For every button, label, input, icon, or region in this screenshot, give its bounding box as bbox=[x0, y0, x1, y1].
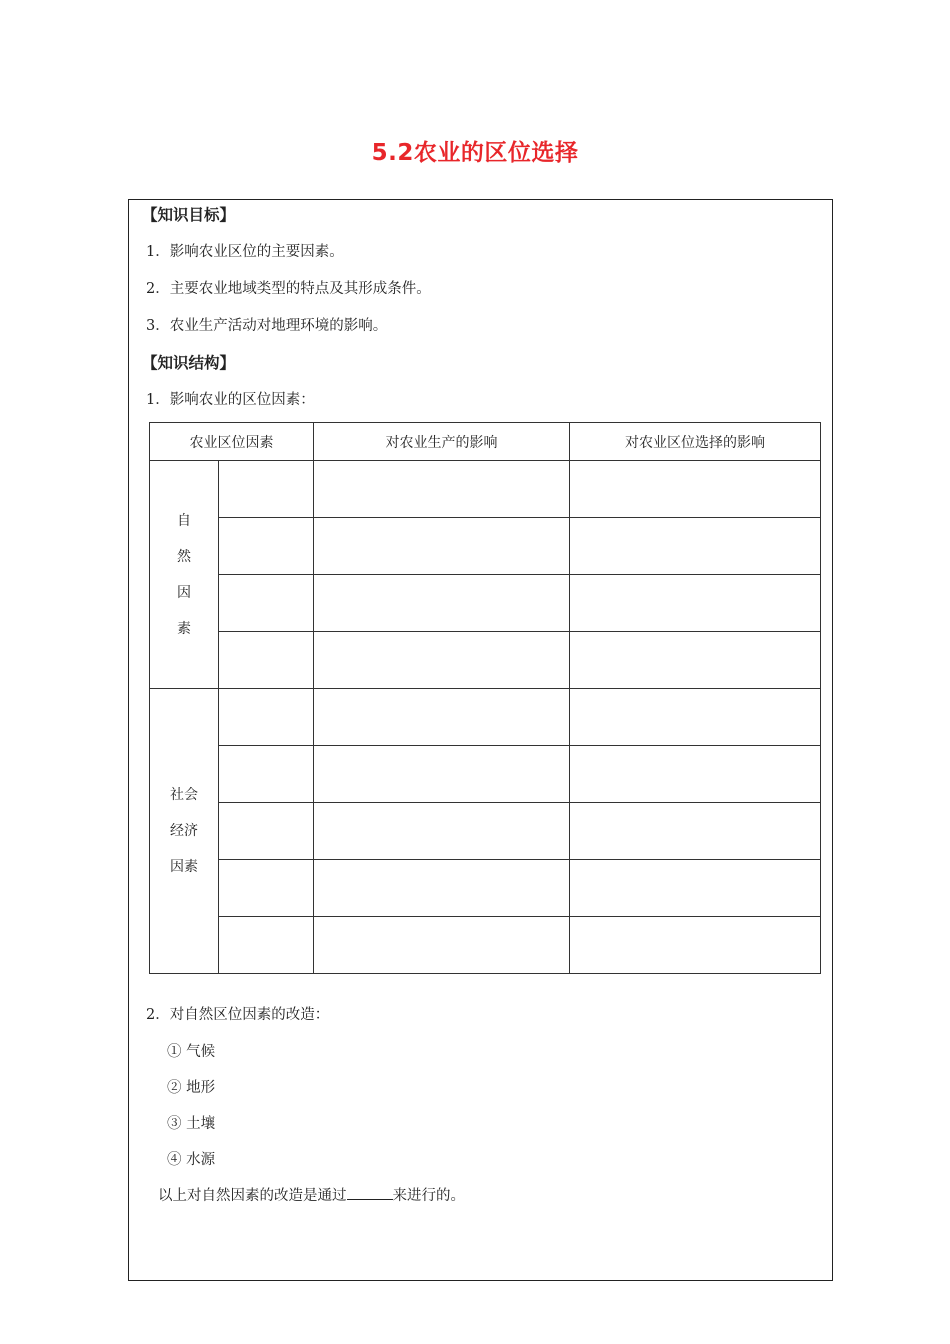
blank-cell[interactable] bbox=[219, 803, 314, 860]
blank-cell[interactable] bbox=[219, 518, 314, 575]
blank-cell[interactable] bbox=[570, 632, 821, 689]
sub-item-water: ④ 水源 bbox=[167, 1152, 216, 1168]
blank-cell[interactable] bbox=[570, 746, 821, 803]
header-factor: 农业区位因素 bbox=[150, 423, 314, 461]
natural-label-char: 因 bbox=[177, 584, 191, 601]
knowledge-goals-heading: 【知识目标】 bbox=[142, 206, 236, 224]
blank-cell[interactable] bbox=[314, 461, 570, 518]
natural-label-char: 然 bbox=[177, 548, 191, 565]
header-production-impact: 对农业生产的影响 bbox=[314, 423, 570, 461]
structure-item-2: 2．对自然区位因素的改造： bbox=[146, 1007, 330, 1023]
blank-cell[interactable] bbox=[570, 803, 821, 860]
natural-factors-cell bbox=[150, 461, 219, 689]
sub-item-terrain: ② 地形 bbox=[167, 1080, 216, 1096]
blank-cell[interactable] bbox=[570, 575, 821, 632]
blank-cell[interactable] bbox=[570, 461, 821, 518]
summary-before: 以上对自然因素的改造是通过 bbox=[158, 1188, 347, 1204]
answer-blank[interactable] bbox=[347, 1185, 393, 1200]
blank-cell[interactable] bbox=[314, 518, 570, 575]
blank-cell[interactable] bbox=[219, 461, 314, 518]
blank-cell[interactable] bbox=[219, 575, 314, 632]
blank-cell[interactable] bbox=[219, 860, 314, 917]
natural-label-char: 素 bbox=[177, 620, 191, 637]
summary-sentence bbox=[158, 1184, 465, 1205]
social-label-line: 经济 bbox=[170, 823, 198, 839]
table-row bbox=[150, 803, 821, 860]
blank-cell[interactable] bbox=[314, 575, 570, 632]
table-row bbox=[150, 632, 821, 689]
blank-cell[interactable] bbox=[570, 917, 821, 974]
table-row bbox=[150, 917, 821, 974]
table-row bbox=[150, 860, 821, 917]
knowledge-structure-heading: 【知识结构】 bbox=[142, 354, 236, 372]
blank-cell[interactable] bbox=[570, 860, 821, 917]
location-factors-table bbox=[149, 422, 821, 974]
goal-item-1: 1．影响农业区位的主要因素。 bbox=[146, 244, 344, 260]
blank-cell[interactable] bbox=[314, 860, 570, 917]
social-economic-factors-cell bbox=[150, 689, 219, 974]
goal-item-2: 2．主要农业地域类型的特点及其形成条件。 bbox=[146, 281, 431, 297]
structure-item-1: 1．影响农业的区位因素： bbox=[146, 392, 315, 408]
blank-cell[interactable] bbox=[314, 917, 570, 974]
summary-after: 来进行的。 bbox=[392, 1188, 465, 1204]
table-row bbox=[150, 575, 821, 632]
page-title: 5.2农业的区位选择 bbox=[371, 140, 579, 166]
goal-item-3: 3．农业生产活动对地理环境的影响。 bbox=[146, 318, 388, 334]
blank-cell[interactable] bbox=[570, 689, 821, 746]
natural-label-char: 自 bbox=[177, 512, 191, 529]
sub-item-soil: ③ 土壤 bbox=[167, 1116, 216, 1132]
blank-cell[interactable] bbox=[314, 746, 570, 803]
table-row bbox=[150, 518, 821, 575]
blank-cell[interactable] bbox=[314, 689, 570, 746]
table-header-row bbox=[150, 423, 821, 461]
blank-cell[interactable] bbox=[219, 746, 314, 803]
social-label-line: 社会 bbox=[170, 787, 198, 803]
blank-cell[interactable] bbox=[219, 632, 314, 689]
blank-cell[interactable] bbox=[570, 518, 821, 575]
social-label-line: 因素 bbox=[170, 859, 198, 875]
table-row bbox=[150, 689, 821, 746]
blank-cell[interactable] bbox=[314, 632, 570, 689]
table-row bbox=[150, 461, 821, 518]
sub-item-climate: ① 气候 bbox=[167, 1044, 216, 1060]
table-row bbox=[150, 746, 821, 803]
header-location-impact: 对农业区位选择的影响 bbox=[570, 423, 821, 461]
blank-cell[interactable] bbox=[219, 917, 314, 974]
blank-cell[interactable] bbox=[314, 803, 570, 860]
blank-cell[interactable] bbox=[219, 689, 314, 746]
